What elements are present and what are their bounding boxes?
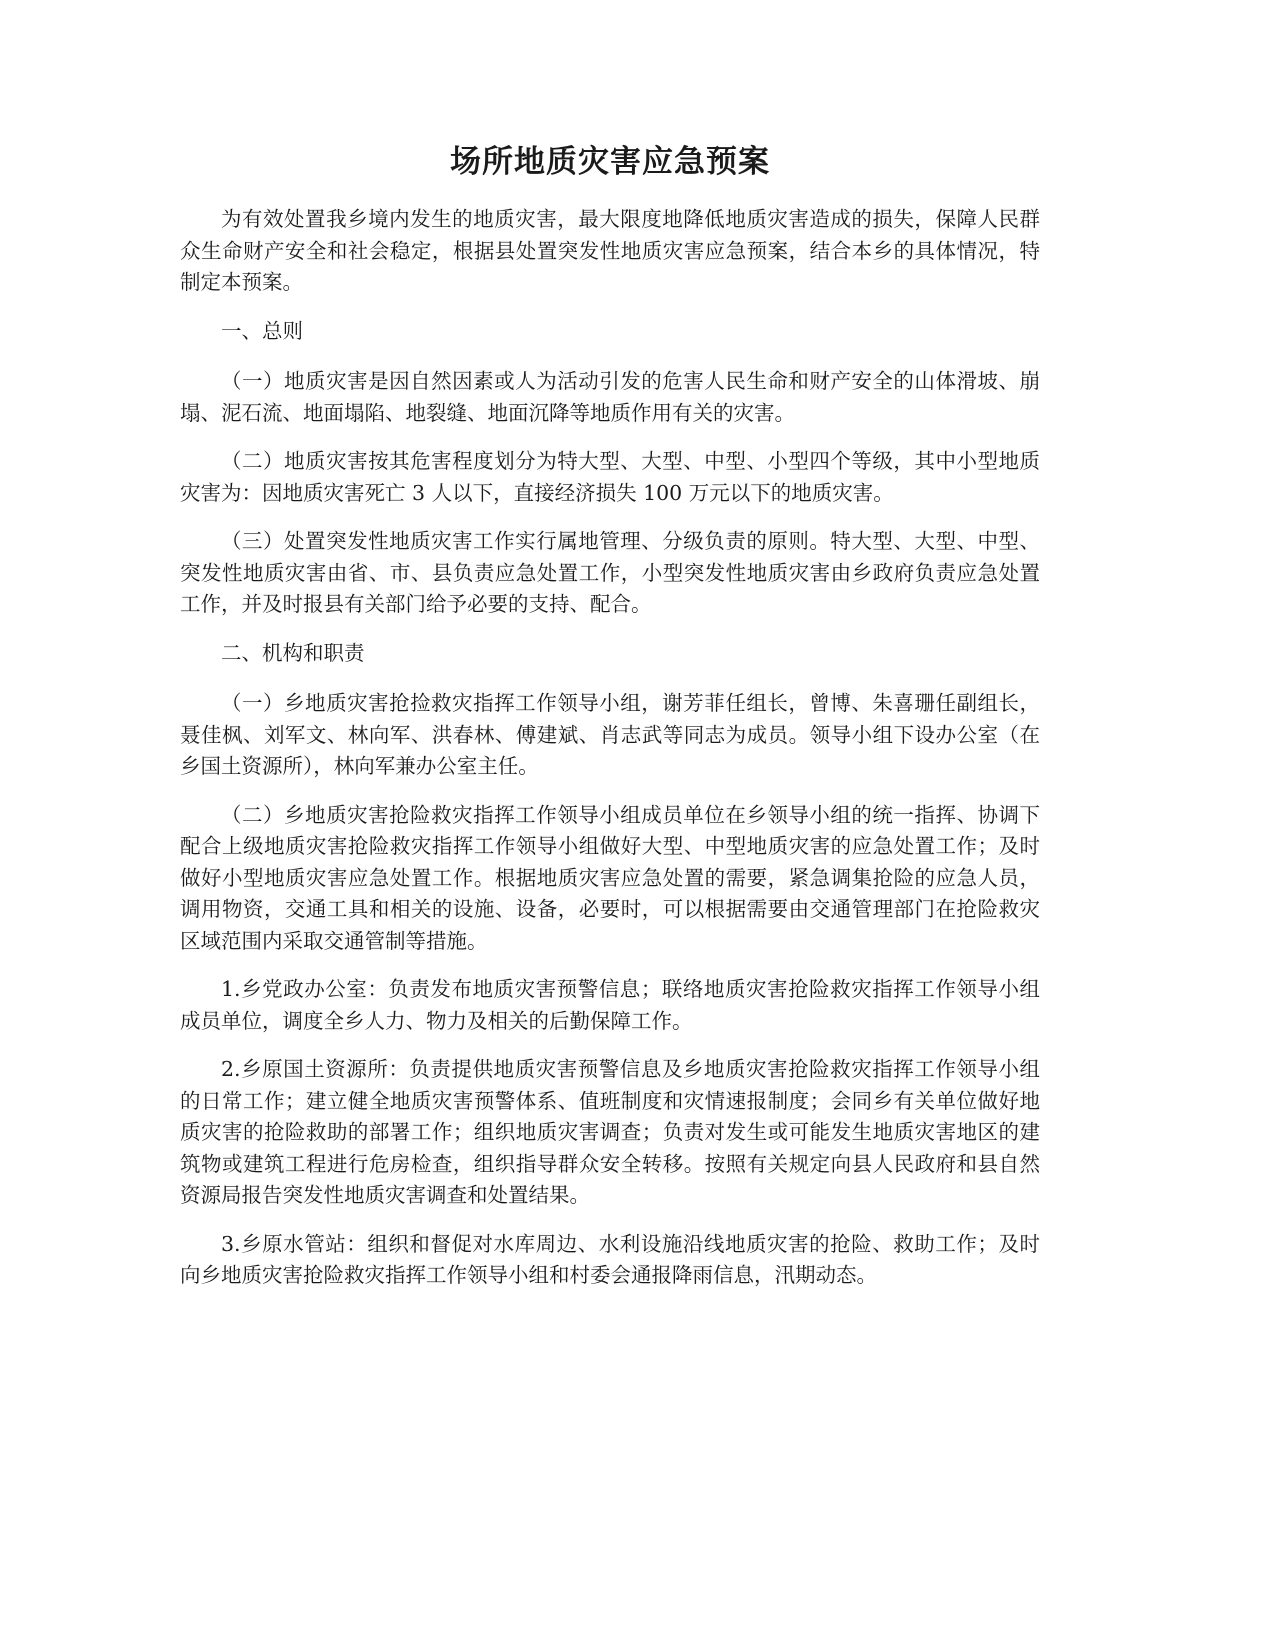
section-heading-general: 一、总则	[221, 318, 303, 343]
organization-item-2: （二）乡地质灾害抢险救灾指挥工作领导小组成员单位在乡领导小组的统一指挥、协调下配合上级地质灾害抢险救灾指挥工作领导小组做好大型、中型地质灾害的应急处置工作；及时做好小型地质灾害应急处置工作。根据地质灾害应急处置的需要，紧急调集抢险的应急人员，调用物资，交通工具和相关的设施、设备，必要时，可以根据需要由交通管理部门在抢险救灾区域范围内采取交通管制等措施。	[180, 802, 1040, 953]
general-item-1: （一）地质灾害是因自然因素或人为活动引发的危害人民生命和财产安全的山体滑坡、崩塌、泥石流、地面塌陷、地裂缝、地面沉降等地质作用有关的灾害。	[180, 369, 1040, 425]
document-title: 场所地质灾害应急预案	[450, 144, 770, 180]
duty-item-3: 3.乡原水管站：组织和督促对水库周边、水利设施沿线地质灾害的抢险、救助工作；及时向乡地质灾害抢险救灾指挥工作领导小组和村委会通报降雨信息，汛期动态。	[180, 1231, 1040, 1287]
intro-paragraph: 为有效处置我乡境内发生的地质灾害，最大限度地降低地质灾害造成的损失，保障人民群众生命财产安全和社会稳定，根据县处置突发性地质灾害应急预案，结合本乡的具体情况，特制定本预案。	[180, 207, 1040, 294]
duty-item-2: 2.乡原国土资源所：负责提供地质灾害预警信息及乡地质灾害抢险救灾指挥工作领导小组的日常工作；建立健全地质灾害预警体系、值班制度和灾情速报制度；会同乡有关单位做好地质灾害的抢险救助的部署工作；组织地质灾害调查；负责对发生或可能发生地质灾害地区的建筑物或建筑工程进行危房检查，组织指导群众安全转移。按照有关规定向县人民政府和县自然资源局报告突发性地质灾害调查和处置结果。	[180, 1057, 1040, 1207]
duty-item-1: 1.乡党政办公室：负责发布地质灾害预警信息；联络地质灾害抢险救灾指挥工作领导小组成员单位，调度全乡人力、物力及相关的后勤保障工作。	[180, 977, 1040, 1033]
organization-item-1: （一）乡地质灾害抢捡救灾指挥工作领导小组，谢芳菲任组长，曾博、朱喜珊任副组长，聂佳枫、刘军文、林向军、洪春林、傅建斌、肖志武等同志为成员。领导小组下设办公室（在乡国土资源所），林向军兼办公室主任。	[180, 691, 1040, 778]
document-page	[180, 140, 1040, 1309]
section-heading-organization: 二、机构和职责	[221, 640, 365, 665]
general-item-2: （二）地质灾害按其危害程度划分为特大型、大型、中型、小型四个等级，其中小型地质灾害为：因地质灾害死亡 3 人以下，直接经济损失 100 万元以下的地质灾害。	[180, 449, 1040, 505]
general-item-3: （三）处置突发性地质灾害工作实行属地管理、分级负责的原则。特大型、大型、中型、突发性地质灾害由省、市、县负责应急处置工作，小型突发性地质灾害由乡政府负责应急处置工作，并及时报县有关部门给予必要的支持、配合。	[180, 529, 1040, 616]
